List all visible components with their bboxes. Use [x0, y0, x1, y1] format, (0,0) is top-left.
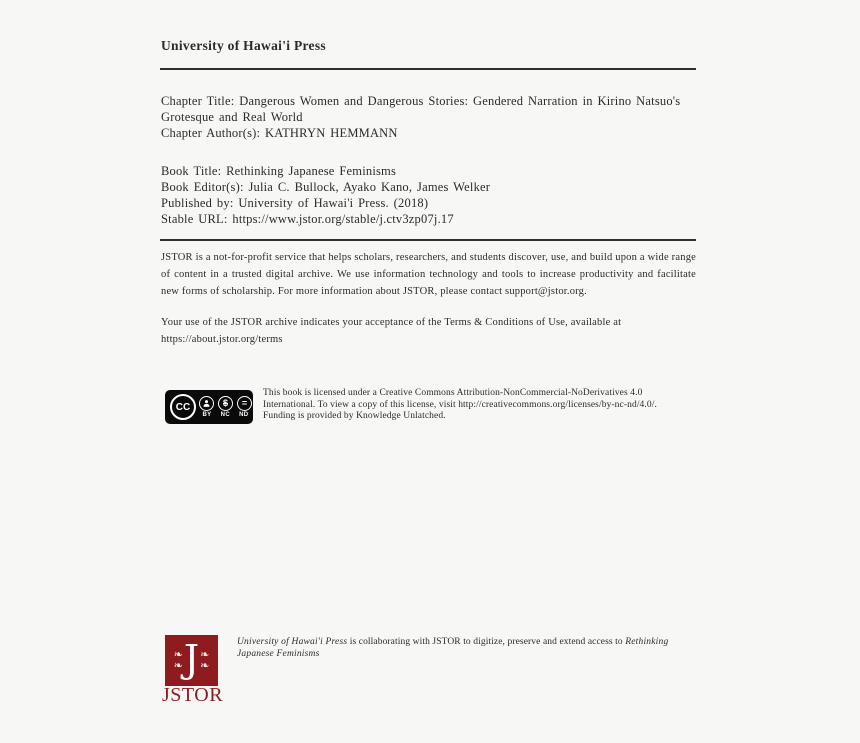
cc-nc-dollar-icon: $	[218, 396, 233, 411]
collaboration-note	[237, 636, 669, 660]
stable-url-line: Stable URL: https://www.jstor.org/stable/j.ctv3zp07j.17	[161, 212, 454, 226]
section-rule	[160, 239, 696, 241]
jstor-mission-paragraph: JSTOR is a not-for-profit service that helps scholars, researchers, and students discover, use, and build upon a wide range of content in a trusted digital archive. We use information technology and tools to increase productivity and facilitate new forms of scholarship. For more information about JSTOR, please contact support@jstor.org.	[161, 252, 696, 297]
cc-by-person-icon	[199, 396, 214, 411]
chapter-title-line: Chapter Title: Dangerous Women and Dangerous Stories: Gendered Narration in Kirino Natsuo's Grotesque and Real World	[161, 94, 681, 124]
jstor-logo	[165, 635, 218, 686]
collab-middle-text: is collaborating with JSTOR to digitize, preserve and extend access to	[347, 637, 626, 647]
book-citation-block	[161, 163, 707, 227]
publisher-header: University of Hawai'i Press	[161, 38, 326, 53]
logo-flourish-right-icon: ❧ ❧	[200, 648, 210, 672]
collab-publisher-name: University of Hawai'i Press	[237, 637, 348, 647]
published-by-line: Published by: University of Hawai'i Press. (2018)	[161, 196, 429, 210]
logo-letter-j: J	[183, 637, 200, 681]
chapter-author-line: Chapter Author(s): KATHRYN HEMMANN	[161, 126, 398, 140]
license-section	[165, 388, 661, 424]
cc-nc-label: NC	[220, 412, 231, 418]
terms-notice-paragraph: Your use of the JSTOR archive indicates your acceptance of the Terms & Conditions of Use, available at https://about.jstor.org/terms	[161, 317, 622, 345]
cc-logo-icon: CC	[170, 394, 196, 420]
cc-by-label: BY	[202, 412, 212, 418]
jstor-wordmark: JSTOR	[162, 684, 224, 706]
book-editors-line: Book Editor(s): Julia C. Bullock, Ayako Kano, James Welker	[161, 180, 491, 194]
header-rule	[160, 68, 696, 70]
cc-nd-label: ND	[239, 412, 249, 418]
chapter-citation-block	[161, 93, 707, 141]
cc-nd-equals-icon: =	[237, 396, 252, 411]
book-title-line: Book Title: Rethinking Japanese Feminisms	[161, 164, 397, 178]
license-text: This book is licensed under a Creative Commons Attribution-NonCommercial-NoDerivatives 4.0 International. To view a copy of this license, visit http://creativecommons.org/licenses/by-nc-nd/4.0/. Funding is provided by Knowledge Unlatched.	[263, 388, 657, 422]
logo-flourish-left-icon: ❧ ❧	[173, 648, 183, 672]
collab-book-title: Rethinking Japanese Feminisms	[237, 637, 669, 659]
cc-license-badge	[165, 390, 253, 424]
cc-badge-icons	[199, 396, 252, 418]
